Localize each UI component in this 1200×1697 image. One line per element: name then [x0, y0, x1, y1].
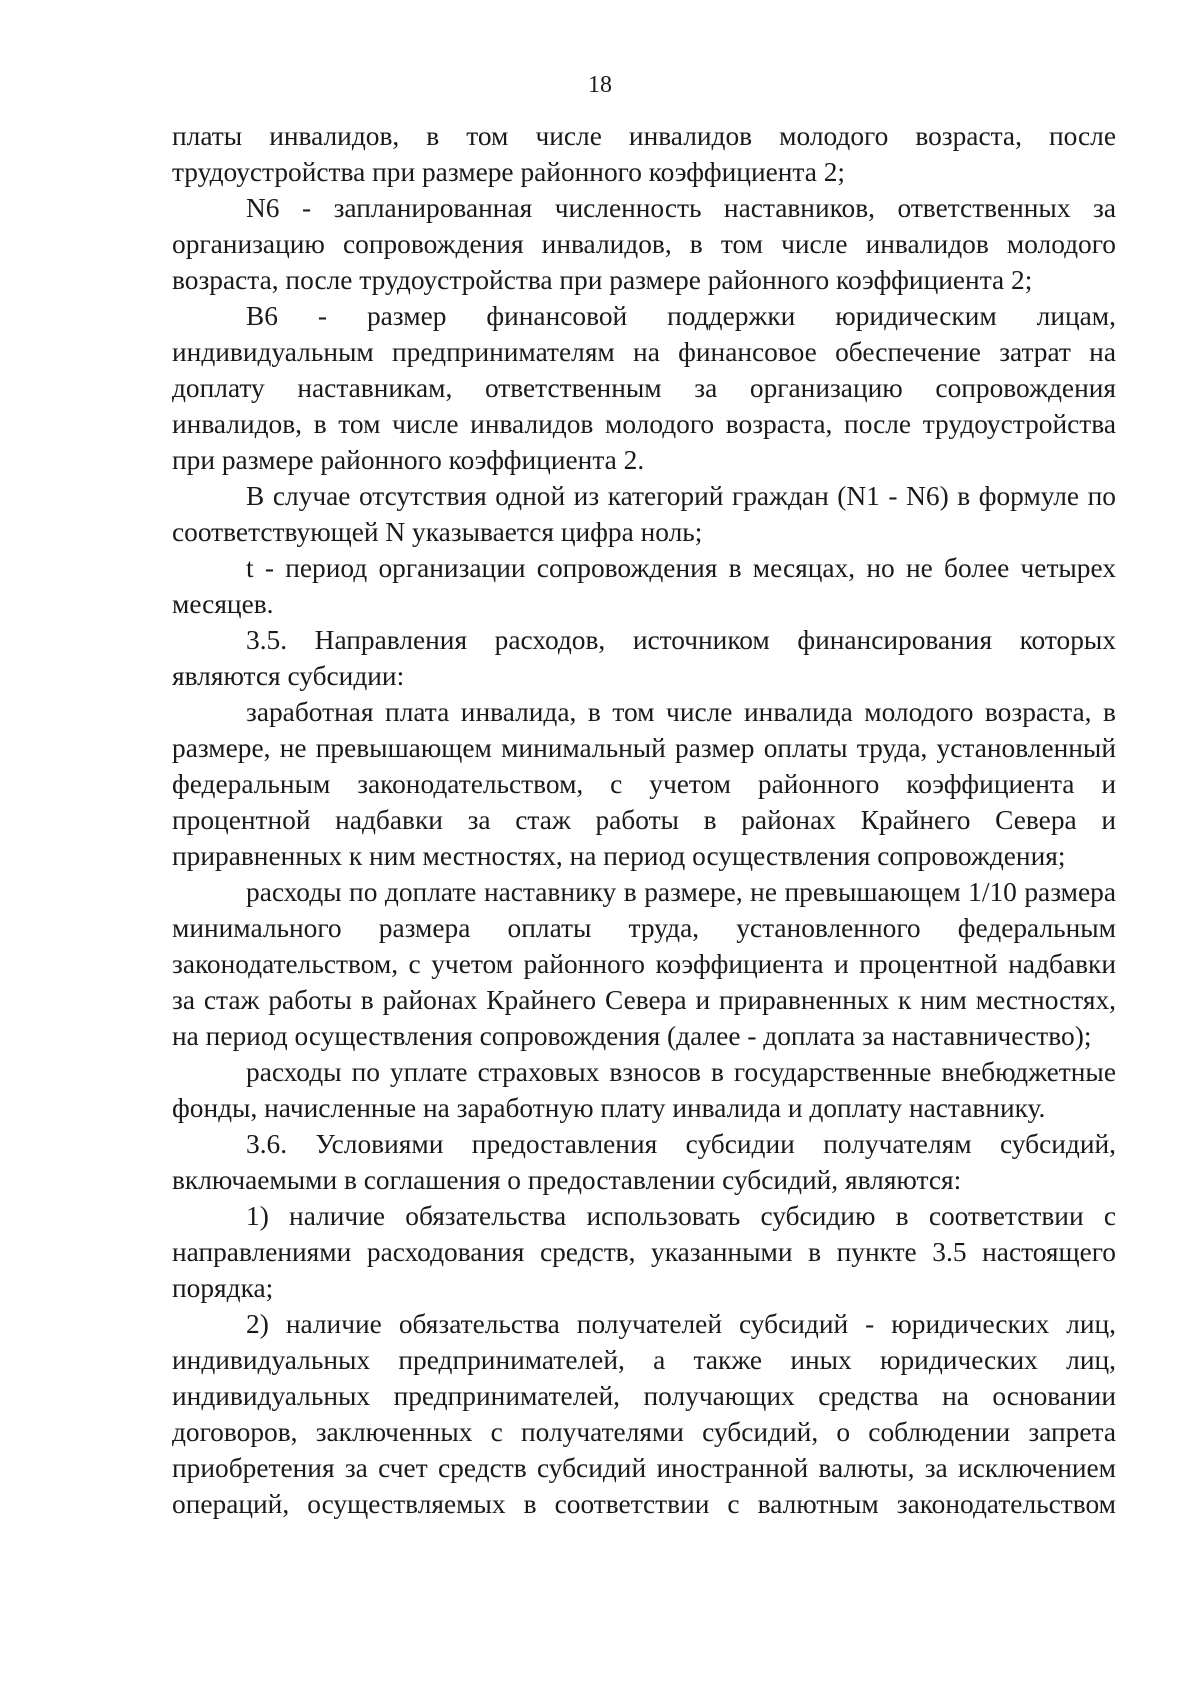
paragraph-absent-category: В случае отсутствия одной из категорий граждан (N1 - N6) в формуле по соответствующей N указывается цифра ноль; — [172, 481, 1116, 547]
paragraph-mentor-payment: расходы по доплате наставнику в размере, не превышающем 1/10 размера минимального размера оплаты труда, установленного федеральным законодательством, с учетом районного коэффициента и процентной надбавки за стаж работы в районах Крайнего Севера и приравненных к ним местностях, на период осуществления сопровождения (далее - доплата за наставничество); — [172, 877, 1116, 1051]
paragraph-section-3-5: 3.5. Направления расходов, источником финансирования которых являются субсидии: — [172, 625, 1116, 691]
paragraph-b6-definition: B6 - размер финансовой поддержки юридическим лицам, индивидуальным предпринимателям на финансовое обеспечение затрат на доплату наставникам, ответственным за организацию сопровождения инвалидов, в том числе инвалидов молодого возраста, после трудоустройства при размере районного коэффициента 2. — [172, 301, 1116, 475]
paragraph-condition-1: 1) наличие обязательства использовать субсидию в соответствии с направлениями расходования средств, указанными в пункте 3.5 настоящего порядка; — [172, 1201, 1116, 1303]
document-body — [172, 118, 1116, 1522]
page-number: 18 — [588, 72, 612, 98]
paragraph-continuation: платы инвалидов, в том числе инвалидов молодого возраста, после трудоустройства при размере районного коэффициента 2; — [172, 121, 1116, 187]
paragraph-wage: заработная плата инвалида, в том числе инвалида молодого возраста, в размере, не превышающем минимальный размер оплаты труда, установленный федеральным законодательством, с учетом районного коэффициента и процентной надбавки за стаж работы в районах Крайнего Севера и приравненных к ним местностях, на период осуществления сопровождения; — [172, 697, 1116, 871]
paragraph-insurance: расходы по уплате страховых взносов в государственные внебюджетные фонды, начисленные на заработную плату инвалида и доплату наставнику. — [172, 1057, 1116, 1123]
paragraph-t-definition: t - период организации сопровождения в месяцах, но не более четырех месяцев. — [172, 553, 1116, 619]
paragraph-n6-definition: N6 - запланированная численность наставников, ответственных за организацию сопровождения инвалидов, в том числе инвалидов молодого возраста, после трудоустройства при размере районного коэффициента 2; — [172, 193, 1116, 295]
paragraph-condition-2: 2) наличие обязательства получателей субсидий - юридических лиц, индивидуальных предпринимателей, а также иных юридических лиц, индивидуальных предпринимателей, получающих средства на основании договоров, заключенных с получателями субсидий, о соблюдении запрета приобретения за счет средств субсидий иностранной валюты, за исключением операций, осуществляемых в соответствии с валютным законодательством — [172, 1309, 1116, 1519]
paragraph-section-3-6: 3.6. Условиями предоставления субсидии получателям субсидий, включаемыми в соглашения о предоставлении субсидий, являются: — [172, 1129, 1116, 1195]
